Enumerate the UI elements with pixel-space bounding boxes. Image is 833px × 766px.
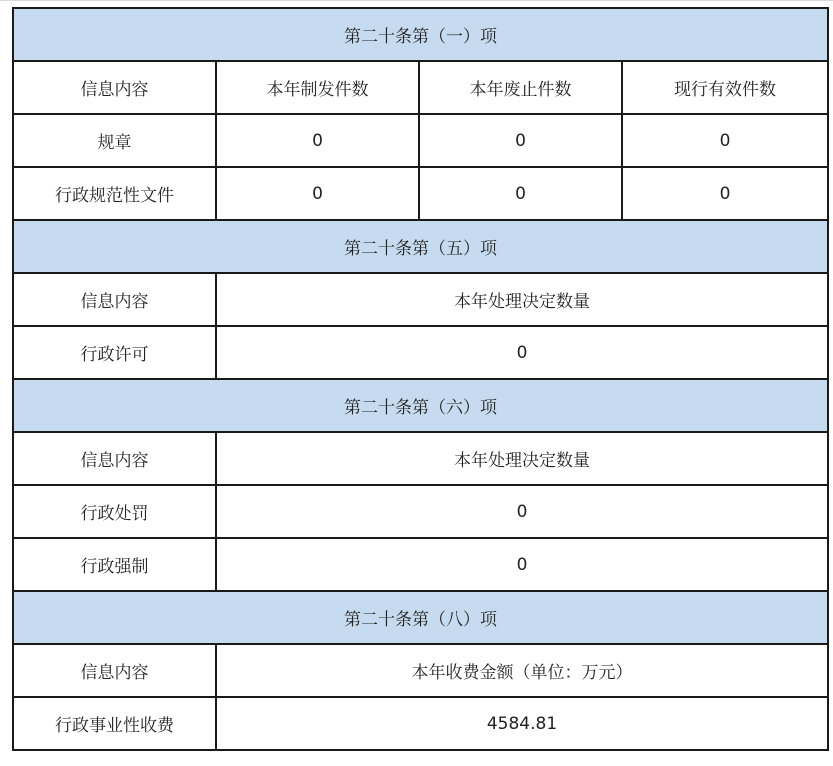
column-header-row (13, 273, 828, 326)
table-cell: 0 (622, 114, 828, 167)
row-label: 规章 (13, 114, 216, 167)
table-cell: 0 (622, 167, 828, 220)
table-cell: 0 (216, 167, 419, 220)
table-cell: 0 (419, 114, 622, 167)
table-cell: 0 (216, 538, 828, 591)
section-header-row (13, 591, 828, 644)
header-cell: 信息内容 (13, 644, 216, 697)
header-cell: 信息内容 (13, 61, 216, 114)
table-row (13, 167, 828, 220)
table-cell: 0 (216, 485, 828, 538)
table-cell: 0 (216, 114, 419, 167)
header-cell: 现行有效件数 (622, 61, 828, 114)
header-cell: 本年处理决定数量 (216, 432, 828, 485)
table-row (13, 326, 828, 379)
section-header-row (13, 379, 828, 432)
section-header-row (13, 220, 828, 273)
header-cell: 本年收费金额（单位：万元） (216, 644, 828, 697)
section-header-row (13, 8, 828, 61)
header-cell: 本年处理决定数量 (216, 273, 828, 326)
header-cell: 信息内容 (13, 273, 216, 326)
table-row (13, 485, 828, 538)
row-label: 行政处罚 (13, 485, 216, 538)
row-label: 行政强制 (13, 538, 216, 591)
column-header-row (13, 432, 828, 485)
section-title: 第二十条第（一）项 (13, 8, 828, 61)
section-title: 第二十条第（六）项 (13, 379, 828, 432)
column-header-row (13, 61, 828, 114)
table-cell: 4584.81 (216, 697, 828, 750)
gov-info-disclosure-table (12, 7, 829, 751)
table-row (13, 538, 828, 591)
table-cell: 0 (216, 326, 828, 379)
row-label: 行政许可 (13, 326, 216, 379)
header-cell: 信息内容 (13, 432, 216, 485)
row-label: 行政事业性收费 (13, 697, 216, 750)
table-cell: 0 (419, 167, 622, 220)
top-border-line (0, 0, 833, 1)
column-header-row (13, 644, 828, 697)
table-row (13, 114, 828, 167)
header-cell: 本年废止件数 (419, 61, 622, 114)
table-row (13, 697, 828, 750)
section-title: 第二十条第（五）项 (13, 220, 828, 273)
header-cell: 本年制发件数 (216, 61, 419, 114)
section-title: 第二十条第（八）项 (13, 591, 828, 644)
row-label: 行政规范性文件 (13, 167, 216, 220)
